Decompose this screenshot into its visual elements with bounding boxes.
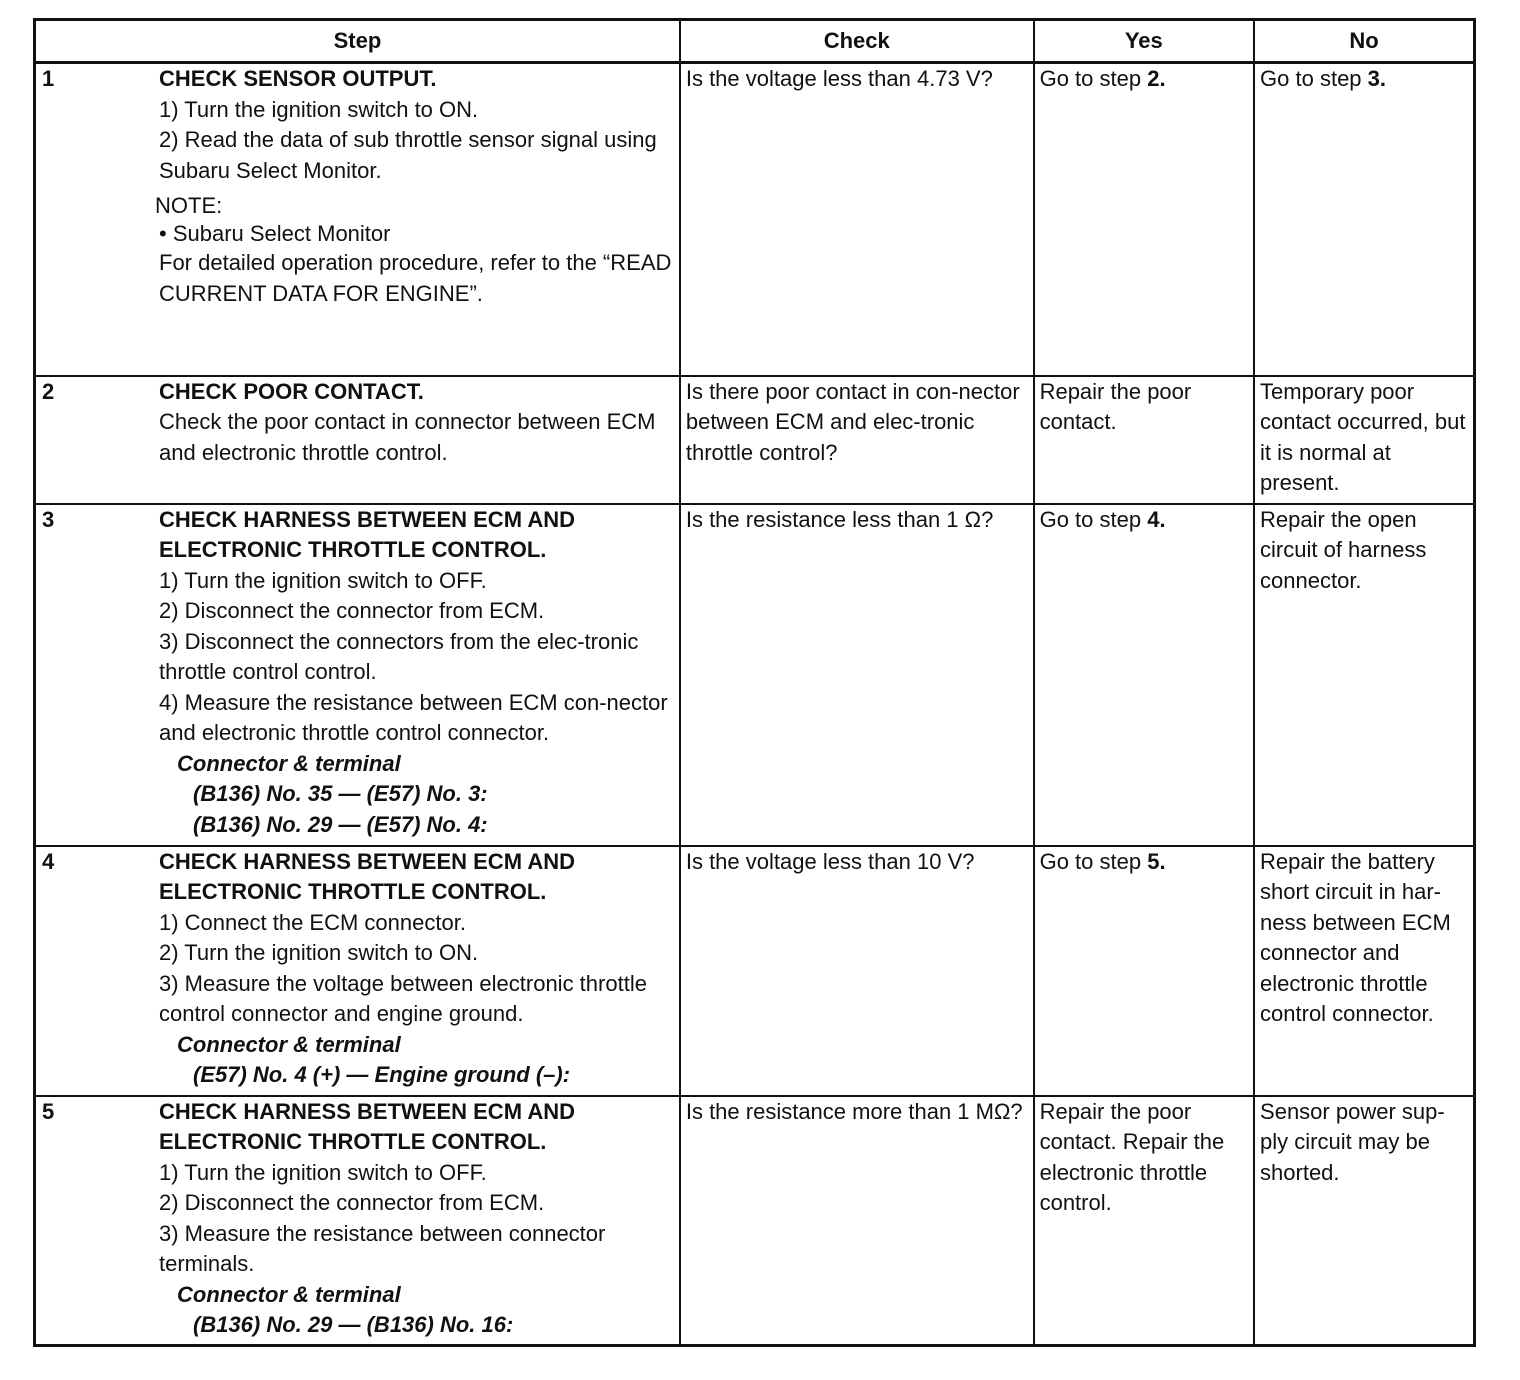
step-instruction: 3) Disconnect the connectors from the elec-tronic throttle control control.: [159, 628, 639, 684]
check-question: Is there poor contact in con-nector between ECM and elec-tronic throttle control?: [685, 378, 1020, 465]
header-yes: Yes: [1034, 20, 1254, 63]
no-answer-step: 3.: [1367, 66, 1387, 91]
step-cell: [35, 504, 680, 846]
no-answer: [1260, 505, 1468, 597]
table-row: [35, 63, 1475, 376]
no-answer: [1260, 377, 1468, 499]
yes-answer: [1040, 64, 1248, 95]
connector-terminal: (B136) No. 29 — (B136) No. 16:: [193, 1312, 514, 1337]
note-bullet: • Subaru Select Monitor: [159, 221, 391, 246]
no-cell: [1254, 1096, 1474, 1346]
step-title: CHECK HARNESS BETWEEN ECM AND ELECTRONIC THROTTLE CONTROL.: [159, 848, 575, 904]
yes-answer-step: 5.: [1147, 848, 1166, 874]
check-question: Is the resistance more than 1 MΩ?: [685, 1098, 1023, 1124]
yes-answer-text: Go to step: [1039, 848, 1148, 874]
yes-cell: [1034, 846, 1254, 1096]
step-instruction: Check the poor contact in connector between ECM and electronic throttle control.: [159, 409, 656, 465]
step-cell: [35, 63, 680, 376]
no-answer: [1260, 847, 1468, 1030]
no-answer-text: Temporary poor contact occurred, but it is normal at present.: [1260, 378, 1466, 495]
connector-terminal: (E57) No. 4 (+) — Engine ground (–):: [193, 1062, 571, 1087]
yes-answer: [1040, 847, 1248, 878]
table-body: [35, 63, 1475, 1346]
connector-terminal: (B136) No. 29 — (E57) No. 4:: [193, 811, 488, 837]
no-cell: [1254, 376, 1474, 504]
step-number: 5: [42, 1098, 55, 1124]
step-instruction: 1) Turn the ignition switch to OFF.: [159, 1159, 487, 1185]
yes-answer: [1040, 505, 1248, 536]
yes-cell: [1034, 376, 1254, 504]
step-instruction: 3) Measure the resistance between connector terminals.: [159, 1220, 606, 1276]
check-cell: [680, 504, 1034, 846]
header-check: Check: [680, 20, 1034, 63]
connector-label: Connector & terminal: [177, 1281, 401, 1307]
no-answer: [1260, 1097, 1468, 1189]
header-row: [35, 20, 1475, 63]
diagnostic-table: [33, 18, 1476, 1347]
table-row: [35, 1096, 1475, 1346]
step-instruction: 2) Read the data of sub throttle sensor signal using Subaru Select Monitor.: [159, 127, 657, 183]
yes-cell: [1034, 504, 1254, 846]
note-label: NOTE:: [155, 193, 223, 218]
yes-answer-text: Go to step: [1039, 506, 1148, 532]
step-number: 4: [42, 848, 55, 874]
yes-answer-text: Go to step: [1039, 66, 1148, 91]
step-cell: [35, 846, 680, 1096]
check-question: Is the resistance less than 1 Ω?: [685, 506, 994, 532]
table-row: [35, 846, 1475, 1096]
step-instruction: 1) Turn the ignition switch to ON.: [159, 96, 479, 122]
no-answer-text: Repair the battery short circuit in har-ness between ECM connector and electronic throttle control connector.: [1260, 848, 1451, 1026]
header-no: No: [1254, 20, 1474, 63]
yes-cell: [1034, 63, 1254, 376]
yes-answer-step: 4.: [1147, 506, 1166, 532]
no-cell: [1254, 63, 1474, 376]
connector-label: Connector & terminal: [177, 1031, 401, 1057]
connector-label: Connector & terminal: [177, 750, 401, 776]
no-answer-text: Go to step: [1260, 66, 1368, 91]
connector-terminal: (B136) No. 35 — (E57) No. 3:: [193, 781, 488, 806]
no-answer-text: Sensor power sup-ply circuit may be shorted.: [1260, 1098, 1445, 1185]
yes-answer-text: Repair the poor contact. Repair the electronic throttle control.: [1039, 1098, 1225, 1215]
check-question: Is the voltage less than 4.73 V?: [685, 66, 993, 91]
yes-answer-step: 2.: [1147, 66, 1166, 91]
step-cell: [35, 1096, 680, 1346]
no-answer-text: Repair the open circuit of harness connector.: [1260, 506, 1427, 593]
check-cell: [680, 376, 1034, 504]
step-title: CHECK POOR CONTACT.: [159, 378, 424, 404]
step-instruction: 3) Measure the voltage between electronic throttle control connector and engine ground.: [159, 970, 647, 1026]
step-instruction: 1) Connect the ECM connector.: [159, 909, 466, 935]
header-step: Step: [35, 20, 680, 63]
table-row: [35, 504, 1475, 846]
check-cell: [680, 846, 1034, 1096]
no-answer: [1260, 64, 1468, 95]
step-instruction: 2) Turn the ignition switch to ON.: [159, 940, 479, 965]
step-title: CHECK HARNESS BETWEEN ECM AND ELECTRONIC THROTTLE CONTROL.: [159, 506, 575, 562]
step-instruction: 2) Disconnect the connector from ECM.: [159, 598, 545, 623]
no-cell: [1254, 846, 1474, 1096]
note-text: For detailed operation procedure, refer to the “READ CURRENT DATA FOR ENGINE”.: [159, 250, 672, 306]
yes-cell: [1034, 1096, 1254, 1346]
no-cell: [1254, 504, 1474, 846]
yes-answer: [1040, 377, 1248, 438]
step-instruction: 1) Turn the ignition switch to OFF.: [159, 567, 487, 593]
table-row: [35, 376, 1475, 504]
step-number: 3: [42, 506, 55, 532]
step-title: CHECK SENSOR OUTPUT.: [159, 66, 437, 91]
step-cell: [35, 376, 680, 504]
yes-answer-text: Repair the poor contact.: [1039, 378, 1192, 434]
check-cell: [680, 63, 1034, 376]
step-number: 1: [42, 66, 55, 91]
step-instruction: 4) Measure the resistance between ECM con-nector and electronic throttle control connector.: [159, 689, 668, 745]
check-question: Is the voltage less than 10 V?: [685, 848, 975, 874]
step-number: 2: [42, 378, 55, 404]
step-title: CHECK HARNESS BETWEEN ECM AND ELECTRONIC THROTTLE CONTROL.: [159, 1098, 575, 1154]
step-instruction: 2) Disconnect the connector from ECM.: [159, 1190, 545, 1215]
check-cell: [680, 1096, 1034, 1346]
yes-answer: [1040, 1097, 1248, 1219]
